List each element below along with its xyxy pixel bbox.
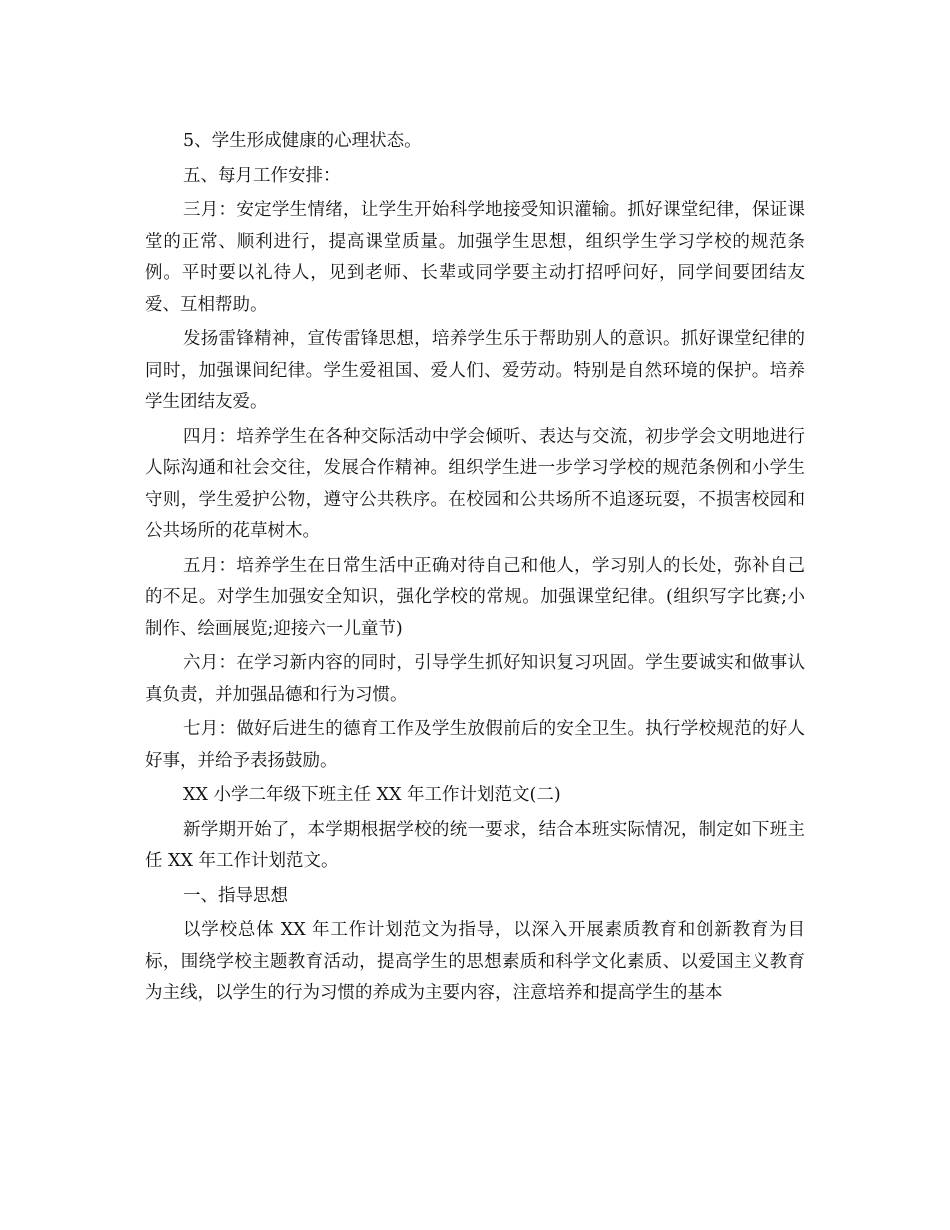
paragraph-lei-feng: 发扬雷锋精神，宣传雷锋思想，培养学生乐于帮助别人的意识。抓好课堂纪律的同时，加强课间纪律。学生爱祖国、爱人们、爱劳动。特别是自然环境的保护。培养学生团结友爱。 [145, 329, 805, 412]
paragraph-psychology-goal: 5、学生形成健康的心理状态。 [183, 131, 422, 151]
paragraph-july: 七月：做好后进生的德育工作及学生放假前后的安全卫生。执行学校规范的好人好事，并给予表扬鼓励。 [145, 719, 805, 771]
paragraph-march: 三月：安定学生情绪，让学生开始科学地接受知识灌输。抓好课堂纪律，保证课堂的正常、顺利进行，提高课堂质量。加强学生思想，组织学生学习学校的规范条例。平时要以礼待人，见到老师、长辈或同学要主动打招呼问好，同学间要团结友爱、互相帮助。 [145, 200, 805, 315]
paragraph-may: 五月：培养学生在日常生活中正确对待自己和他人，学习别人的长处，弥补自己的不足。对学生加强安全知识，强化学校的常规。加强课堂纪律。(组织写字比赛;小制作、绘画展览;迎接六一儿童节) [145, 555, 805, 639]
paragraph-guiding-ideology: 以学校总体 XX 年工作计划范文为指导，以深入开展素质教育和创新教育为目标，围绕学校主题教育活动，提高学生的思想素质和科学文化素质、以爱国主义教育为主线，以学生的行为习惯的养成为主要内容，注意培养和提高学生的基本 [145, 920, 805, 1003]
document-body [145, 126, 805, 1013]
paragraph-june: 六月：在学习新内容的同时，引导学生抓好知识复习巩固。学生要诚实和做事认真负责，并加强品德和行为习惯。 [145, 653, 805, 705]
document-subtitle: XX 小学二年级下班主任 XX 年工作计划范文(二) [183, 785, 561, 805]
paragraph-intro: 新学期开始了，本学期根据学校的统一要求，结合本班实际情况，制定如下班主任 XX 年工作计划范文。 [145, 819, 805, 871]
section-heading-guiding-ideology: 一、指导思想 [183, 885, 288, 906]
paragraph-april: 四月：培养学生在各种交际活动中学会倾听、表达与交流，初步学会文明地进行人际沟通和社会交往，发展合作精神。组织学生进一步学习学校的规范条例和小学生守则，学生爱护公物，遵守公共秩序。在校园和公共场所不追逐玩耍，不损害校园和公共场所的花草树木。 [145, 426, 805, 541]
section-heading-monthly-plan: 五、每月工作安排： [183, 165, 341, 186]
